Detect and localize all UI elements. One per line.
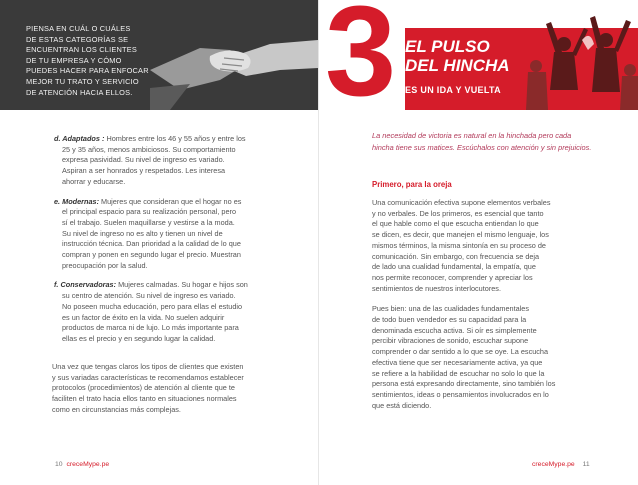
paragraph-line: persona está expresando directamente, sino también los <box>372 379 556 389</box>
brand-link[interactable]: creceMype.pe <box>66 461 110 468</box>
item-heading: e. Modernas: <box>54 196 100 206</box>
right-banner <box>319 0 638 110</box>
item-line: No poseen mucha educación, pero para ellas el estudio <box>62 301 243 311</box>
paragraph-line: y no verbales. De los primeros, es esencial que tanto <box>372 208 544 218</box>
paragraph-line: se refiere a la habilidad de escuchar no solo lo que la <box>372 368 545 378</box>
item-line: es un factor de éxito en la vida. No suelen adquirir <box>62 312 225 322</box>
handshake-illustration <box>150 0 318 110</box>
paragraph-line: el que hable como el que escucha entiendan lo que <box>372 219 539 229</box>
paragraph-line: comunicación. Sin embargo, con frecuencia se deja <box>372 251 540 261</box>
paragraph-line: faciliten el trato hacia ellos tanto en situaciones normales <box>52 394 237 404</box>
chapter-number: 3 <box>325 0 397 110</box>
banner-line: DE TU EMPRESA Y CÓMO <box>26 55 122 65</box>
fans-illustration <box>524 0 638 110</box>
paragraph-line: sentimientos de nuestros interlocutores. <box>372 283 501 293</box>
banner-line: DE ESTAS CATEGORÍAS SE <box>26 34 129 44</box>
lead-paragraph <box>372 130 612 153</box>
paragraph-line: Pues bien: una de las cualidades fundamentales <box>372 304 529 314</box>
banner-line: PUEDES HACER PARA ENFOCAR <box>26 66 149 76</box>
page-number: 11 <box>582 461 590 468</box>
paragraph-line: comprender o dar sentido a lo que se oye. La escucha <box>372 347 549 357</box>
item-line <box>54 197 274 208</box>
chapter-title-line2: DEL HINCHA <box>405 56 510 75</box>
item-line: Aspiran a ser honrados y respetados. Les interesa <box>62 166 226 176</box>
paragraph-line: de lado una cualidad fundamental, la empatía, que <box>372 262 536 272</box>
paragraph-line: Una vez que tengas claros los tipos de clientes que existen <box>52 362 244 371</box>
item-line: Su nivel de ingreso no es alto y tienen un nivel de <box>62 228 223 238</box>
paragraph-line: nos permite reconocer, comprender y apreciar los <box>372 272 533 282</box>
item-line <box>54 134 274 145</box>
paragraph-line: se dicen, es decir, que manejen el mismo lenguaje, los <box>372 230 549 240</box>
item-line: productos de marca ni de lujo. Lo más importante para <box>62 323 239 333</box>
paragraph-line: que está diciendo. <box>372 400 432 410</box>
footer-left <box>55 461 109 468</box>
item-line: el principal espacio para su realización personal, pero <box>62 207 237 217</box>
paragraph-line: denominada escucha activa. Si oír es simplemente <box>372 325 537 335</box>
list-item <box>54 134 274 188</box>
item-line: expresa pasividad. Su nivel de ingreso es variado. <box>62 155 225 165</box>
paragraph-line: y sus variadas características te recomendamos establecer <box>52 372 244 382</box>
right-column <box>372 198 602 421</box>
item-line: preocupación por la salud. <box>62 260 148 270</box>
chapter-title-line1: EL PULSO <box>405 37 490 56</box>
paragraph-line: efectiva tiene que ser necesariamente activa, ya que <box>372 357 543 367</box>
banner-line: MEJOR TU TRATO Y SERVICIO <box>26 76 139 86</box>
left-column <box>54 134 274 354</box>
paragraph-line: sentimientos, ideas o pensamientos involucrados en lo <box>372 389 549 399</box>
item-text: Mujeres calmadas. Su hogar e hijos son <box>118 280 248 290</box>
item-line: instrucción técnica. Dan prioridad a la calidad de lo que <box>62 239 241 249</box>
paragraph-line: de todo buen vendedor es su capacidad para la <box>372 315 527 325</box>
item-heading: f. Conservadoras: <box>54 280 117 290</box>
paragraph-line: protocolos (procedimientos) de atención al cliente que te <box>52 383 235 393</box>
banner-line: ENCUENTRAN LOS CLIENTES <box>26 45 137 55</box>
lead-line: hincha tiene sus matices. Escúchalos con atención y sin prejuicios. <box>372 142 592 152</box>
banner-line: PIENSA EN CUÁL O CUÁLES <box>26 24 131 33</box>
paragraph-line: Una comunicación efectiva supone elementos verbales <box>372 198 551 207</box>
left-closing-paragraph <box>52 362 278 416</box>
item-line: sí el trabajo. Suelen maquillarse y vestirse a la moda. <box>62 217 235 227</box>
body-paragraph <box>372 198 602 294</box>
item-line: compran y ponen en segundo lugar el precio. Muestran <box>62 250 241 260</box>
item-line: ahorrar y educarse. <box>62 176 126 186</box>
brand-link[interactable]: creceMype.pe <box>532 461 575 468</box>
section-heading: Primero, para la oreja <box>372 180 452 189</box>
list-item <box>54 280 274 344</box>
item-line <box>54 280 274 291</box>
lead-line: La necesidad de victoria es natural en la hinchada pero cada <box>372 131 572 140</box>
banner-line: DE ATENCIÓN HACIA ELLOS. <box>26 87 133 97</box>
banner-callout <box>26 24 166 98</box>
paragraph-line: como en circunstancias más complejas. <box>52 404 181 414</box>
paragraph-line: mismos términos, la misma sintonía en su proceso de <box>372 240 546 250</box>
footer-right <box>532 461 590 468</box>
item-line: ellas es el precio y en segundo lugar la calidad. <box>62 333 216 343</box>
item-line: 25 y 35 años, menos ambiciosos. Su comportamiento <box>62 144 236 154</box>
left-banner <box>0 0 318 110</box>
item-line: su centro de atención. Su nivel de ingreso es variado. <box>62 291 236 301</box>
page-number: 10 <box>55 461 63 468</box>
paragraph-line: percibir vibraciones de sonido, escuchar supone <box>372 336 529 346</box>
item-text: Mujeres que consideran que el hogar no es <box>101 196 242 206</box>
chapter-subtitle: ES UN IDA Y VUELTA <box>405 85 501 95</box>
list-item <box>54 197 274 272</box>
item-text: Hombres entre los 46 y 55 años y entre los <box>106 134 246 143</box>
item-heading: d. Adaptados : <box>54 134 105 143</box>
body-paragraph <box>372 304 602 411</box>
